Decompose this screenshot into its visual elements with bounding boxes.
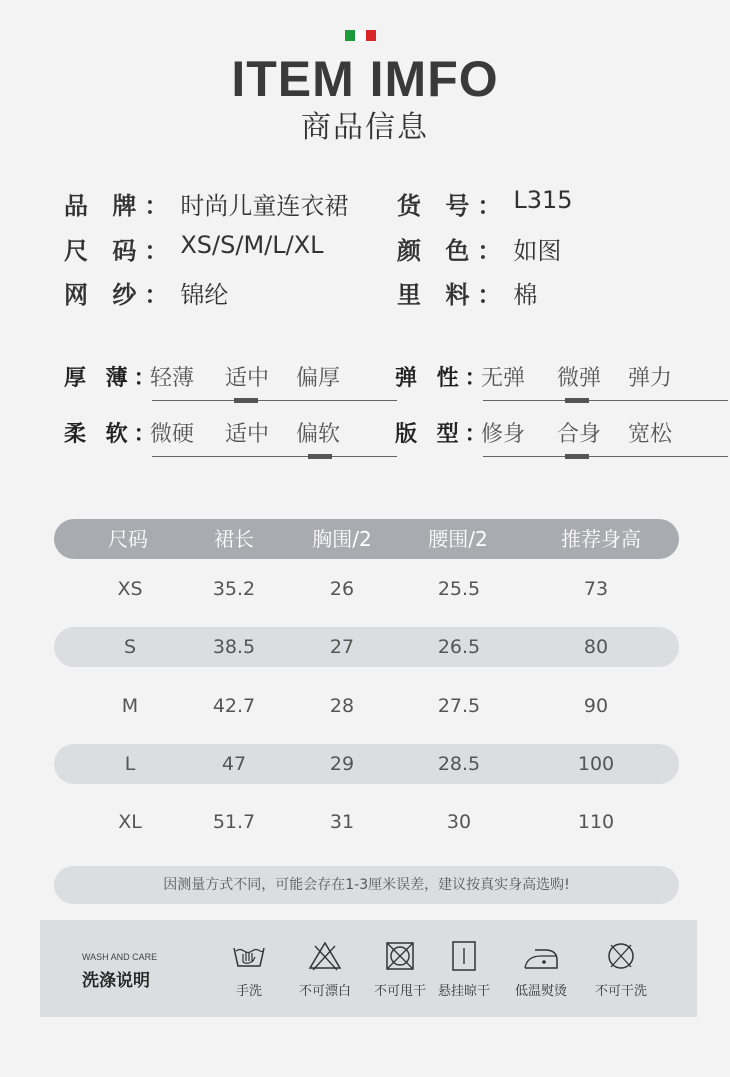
info-lining — [397, 275, 537, 310]
table-cell: XS — [117, 578, 143, 600]
wash-title-cn: 洗涤说明 — [82, 971, 150, 991]
scale-key: 版 型： — [395, 422, 493, 447]
size-table-header — [54, 519, 679, 559]
info-size — [64, 231, 324, 266]
wash-item — [501, 940, 581, 1010]
scale-softness — [64, 411, 399, 471]
info-value: 如图 — [513, 237, 562, 265]
table-cell: 80 — [583, 636, 609, 658]
scale-line — [152, 456, 397, 457]
table-row — [54, 744, 679, 784]
info-color — [397, 231, 561, 266]
scale-key: 弹 性： — [395, 366, 493, 391]
table-row — [54, 627, 679, 667]
table-row — [54, 686, 679, 726]
scale-option: 适中 — [225, 366, 270, 391]
title-cn: 商品信息 — [301, 110, 429, 145]
scale-line — [152, 400, 397, 401]
scale-line — [483, 400, 728, 401]
low-iron-icon — [523, 940, 559, 972]
scale-key: 厚 薄： — [64, 366, 162, 391]
scale-key: 柔 软： — [64, 422, 162, 447]
table-cell: 38.5 — [212, 636, 256, 658]
wash-label: 悬挂晾干 — [437, 984, 490, 999]
info-value: 棉 — [513, 281, 538, 309]
wash-item — [581, 940, 661, 1010]
scale-option: 无弹 — [481, 366, 526, 391]
flag-white — [355, 30, 365, 41]
info-key: 尺 码： — [64, 237, 177, 265]
hang-dry-icon — [446, 940, 482, 972]
scale-option: 合身 — [557, 422, 602, 447]
table-cell: 25.5 — [437, 578, 481, 600]
table-cell: 51.7 — [212, 811, 256, 833]
table-cell: 100 — [577, 753, 615, 775]
table-cell: 90 — [583, 695, 609, 717]
scale-marker — [234, 398, 258, 403]
scale-fit — [395, 411, 730, 471]
no-dry-clean-icon — [603, 940, 639, 972]
table-row — [54, 569, 679, 609]
info-value: 锦纶 — [180, 281, 229, 309]
table-cell: 110 — [577, 811, 615, 833]
scale-option: 轻薄 — [150, 366, 195, 391]
wash-label: 不可漂白 — [298, 984, 351, 999]
table-cell: 26 — [329, 578, 355, 600]
wash-care-panel — [40, 920, 697, 1017]
info-brand — [64, 186, 348, 221]
info-value: 时尚儿童连衣裙 — [180, 192, 349, 220]
table-cell: 47 — [221, 753, 247, 775]
header-cell: 腰围/2 — [428, 527, 488, 551]
table-cell: 42.7 — [212, 695, 256, 717]
no-tumble-dry-icon — [382, 940, 418, 972]
table-cell: 31 — [329, 811, 355, 833]
info-key: 货 号： — [397, 192, 510, 220]
info-mesh — [64, 275, 228, 310]
info-key: 网 纱： — [64, 281, 177, 309]
info-key: 里 料： — [397, 281, 510, 309]
wash-label: 低温熨烫 — [514, 984, 567, 999]
wash-title-en: WASH AND CARE — [82, 952, 158, 962]
scale-option: 宽松 — [628, 422, 673, 447]
scale-option: 修身 — [481, 422, 526, 447]
scale-option: 偏软 — [296, 422, 341, 447]
flag-green — [345, 30, 355, 41]
scale-marker — [565, 398, 589, 403]
wash-label: 手洗 — [235, 984, 262, 999]
scale-marker — [308, 454, 332, 459]
table-cell: 30 — [446, 811, 472, 833]
table-cell: 26.5 — [437, 636, 481, 658]
wash-item — [424, 940, 504, 1010]
scale-thickness — [64, 355, 399, 415]
italy-flag-icon — [345, 30, 376, 41]
measurement-note: 因测量方式不同，可能会存在1-3厘米误差，建议按真实身高选购! — [54, 866, 679, 904]
wash-item — [209, 940, 289, 1010]
table-cell: 35.2 — [212, 578, 256, 600]
table-cell: XL — [118, 811, 142, 833]
header-cell: 推荐身高 — [561, 527, 641, 551]
scale-option: 适中 — [225, 422, 270, 447]
wash-label: 不可甩干 — [373, 984, 426, 999]
table-cell: M — [121, 695, 139, 717]
scale-option: 偏厚 — [296, 366, 341, 391]
info-item-number — [397, 186, 573, 221]
scale-line — [483, 456, 728, 457]
no-bleach-icon — [307, 940, 343, 972]
header-cell: 裙长 — [214, 527, 254, 551]
info-key: 颜 色： — [397, 237, 510, 265]
wash-label: 不可干洗 — [594, 984, 647, 999]
table-cell: L — [124, 753, 136, 775]
table-row — [54, 802, 679, 842]
info-value: XS/S/M/L/XL — [180, 231, 324, 259]
scale-elasticity — [395, 355, 730, 415]
table-cell: 27 — [329, 636, 355, 658]
wash-item — [285, 940, 365, 1010]
scale-option: 微硬 — [150, 422, 195, 447]
table-cell: S — [123, 636, 137, 658]
scale-marker — [565, 454, 589, 459]
table-cell: 27.5 — [437, 695, 481, 717]
header-cell: 胸围/2 — [312, 527, 372, 551]
header-cell: 尺码 — [108, 527, 148, 551]
hand-wash-icon — [231, 940, 267, 972]
scale-option: 弹力 — [628, 366, 673, 391]
table-cell: 28 — [329, 695, 355, 717]
info-key: 品 牌： — [64, 192, 177, 220]
scale-option: 微弹 — [557, 366, 602, 391]
table-cell: 73 — [583, 578, 609, 600]
table-cell: 28.5 — [437, 753, 481, 775]
table-cell: 29 — [329, 753, 355, 775]
title-en: ITEM IMFO — [231, 51, 499, 107]
info-value: L315 — [513, 186, 573, 214]
flag-red — [366, 30, 376, 41]
